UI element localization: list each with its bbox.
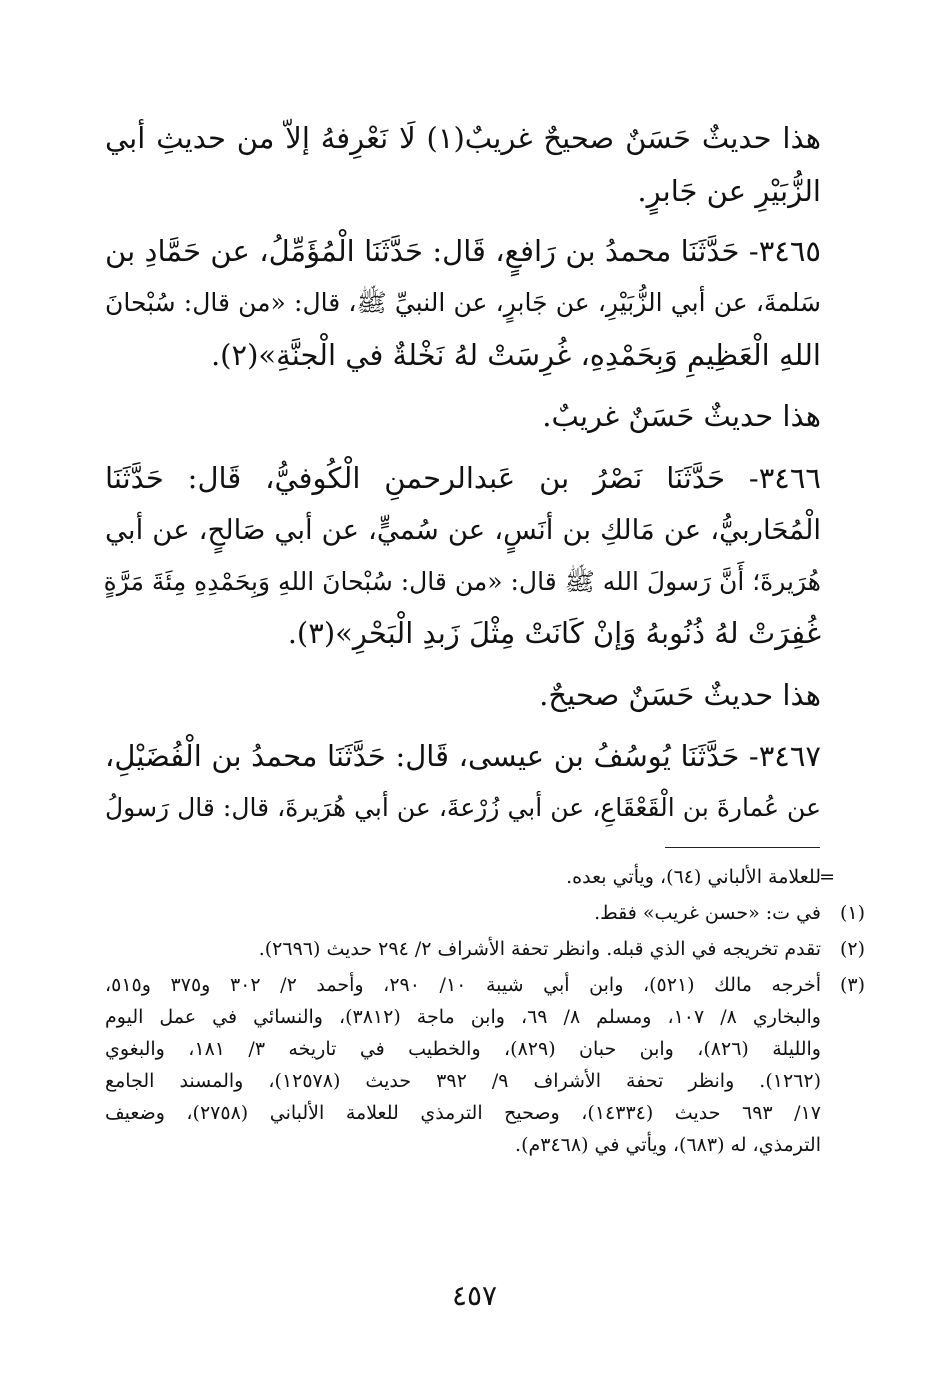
footnote-number: (١) xyxy=(839,902,865,924)
footnote-number: (٢) xyxy=(839,938,865,960)
page-number: ٤٥٧ xyxy=(451,1279,498,1312)
text-line: غُفِرَتْ لهُ ذُنُوبهُ وَإنْ كَانَتْ مِثْلَ زَبدِ الْبَحْرِ»(٣). xyxy=(287,616,821,650)
footnote-3-line: (١٢٦٢). وانظر تحفة الأشراف ٩/ ٣٩٢ حديث (١٢٥٧٨)، والمسند الجامع xyxy=(105,1070,822,1092)
continuation-marker: = xyxy=(819,866,835,888)
hadith-3465-line: ٣٤٦٥- حَدَّثَنَا محمدُ بن رَافعٍ، قَال: حَدَّثَنَا الْمُؤَمِّلُ، عن حَمَّادِ بن xyxy=(105,234,821,268)
footnote-continuation xyxy=(105,862,835,892)
text-line: هذا حديثٌ حَسَنٌ صحيحٌ غريبٌ(١) لَا نَعْرِفهُ إلاّ من حديثِ أبي xyxy=(105,121,821,155)
hadith-3466-line: ٣٤٦٦- حَدَّثَنَا نَصْرُ بن عَبدالرحمنِ الْكُوفيُّ، قَال: حَدَّثَنَا xyxy=(105,461,821,495)
footnote-3-line: أخرجه مالك (٥٢١)، وابن أبي شيبة ١٠/ ٢٩٠، وأحمد ٢/ ٣٠٢ و٣٧٥ و٥١٥، xyxy=(105,974,821,996)
continuation-text: للعلامة الألباني (٦٤)، ويأتي بعده. xyxy=(566,866,821,888)
text-line: الْمُحَاربيُّ، عن مَالكِ بن أنَسٍ، عن سُميٍّ، عن أبي صَالحٍ، عن أبي xyxy=(105,514,821,546)
text-line: هُرَيرةَ؛ أَنَّ رَسولَ الله ﷺ قال: «من قال: سُبْحانَ اللهِ وَبِحَمْدِهِ مِئَةَ مَرَّةٍ xyxy=(103,567,821,596)
text-line: عن عُمارةَ بن الْقَعْقَاعِ، عن أبي زُرْعةَ، عن أبي هُرَيرةَ، قال: قال رَسولُ xyxy=(105,793,821,822)
text-line: اللهِ الْعَظِيمِ وَبِحَمْدِهِ، غُرِسَتْ لهُ نَخْلةٌ في الْجنَّةِ»(٢). xyxy=(210,338,821,372)
footnote-3-line: ١٧/ ٦٩٣ حديث (١٤٣٣٤)، وصحيح الترمذي للعلامة الألباني (٢٧٥٨)، وضعيف xyxy=(105,1102,822,1124)
text-line: الزُّبَيْرِ عن جَابرٍ. xyxy=(637,174,821,208)
footnote-3-line: الترمذي، له (٦٨٣)، ويأتي في (٣٤٦٨م). xyxy=(515,1134,821,1156)
footnote-2: تقدم تخريجه في الذي قبله. وانظر تحفة الأشراف ٢/ ٢٩٤ حديث (٢٦٩٦). xyxy=(258,938,821,960)
grading-line: هذا حديثٌ حَسَنٌ صحيحٌ. xyxy=(539,678,821,712)
hadith-3467-line: ٣٤٦٧- حَدَّثَنَا يُوسُفُ بن عيسى، قَال: حَدَّثَنَا محمدُ بن الْفُضَيْلِ، xyxy=(105,739,821,773)
footnote-3-line: والليلة (٨٢٦)، وابن حبان (٨٢٩)، والخطيب في تاريخه ٣/ ١٨١، والبغوي xyxy=(105,1038,821,1060)
footnote-3-line: والبخاري ٨/ ١٠٧، ومسلم ٨/ ٦٩، وابن ماجة (٣٨١٢)، والنسائي في عمل اليوم xyxy=(105,1006,821,1028)
footnote-number: (٣) xyxy=(839,974,865,996)
footnote-1: في ت: «حسن غريب» فقط. xyxy=(594,902,821,924)
text-line: سَلمةَ، عن أبي الزُّبَيْرِ، عن جَابرٍ، عن النبيِّ ﷺ، قال: «من قال: سُبْحانَ xyxy=(105,288,821,317)
footnote-separator xyxy=(665,847,820,848)
grading-line: هذا حديثٌ حَسَنٌ غريبٌ. xyxy=(542,399,821,433)
